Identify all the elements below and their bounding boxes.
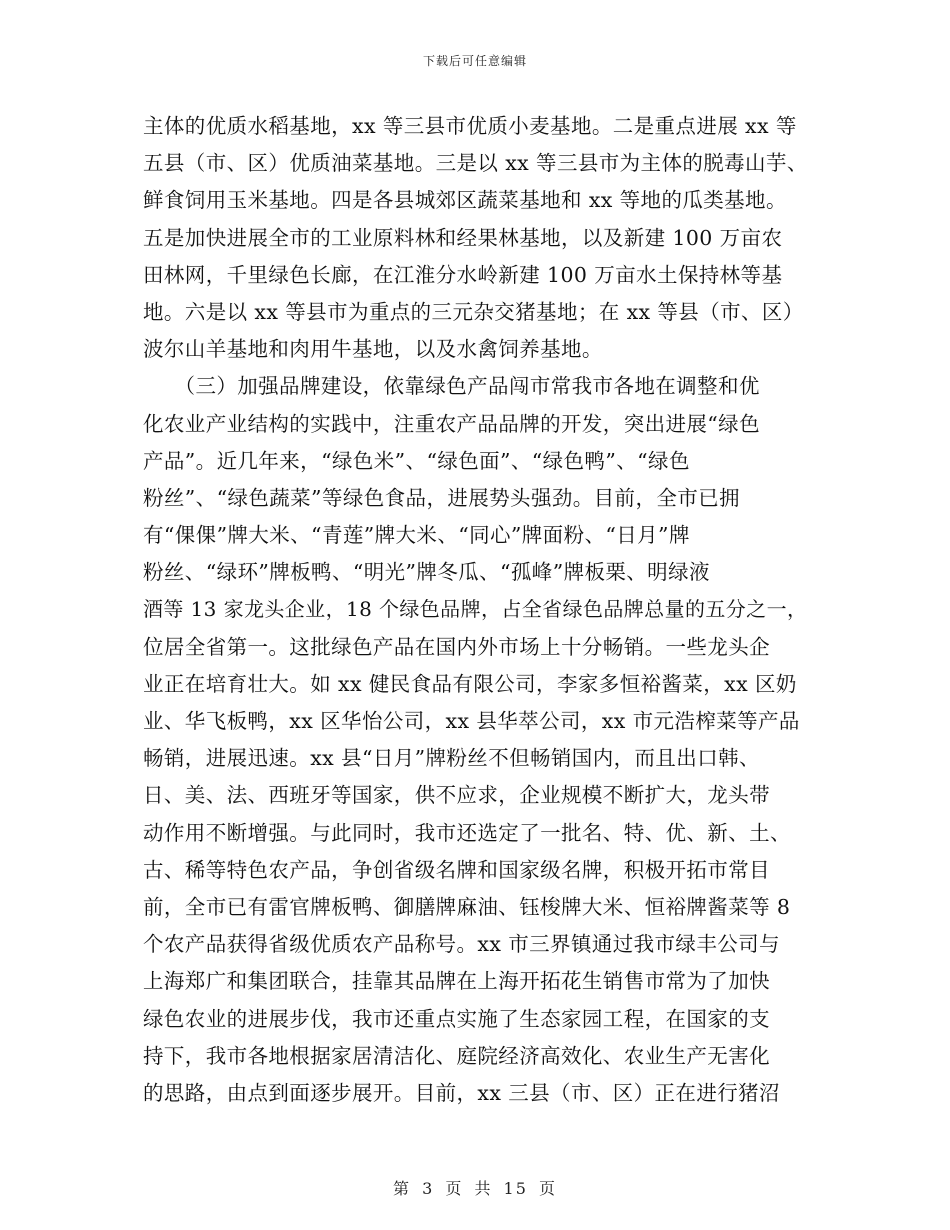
text-line: 酒等 13 家龙头企业，18 个绿色品牌，占全省绿色品牌总量的五分之一， bbox=[143, 597, 808, 622]
text-line: 业、华飞板鸭，xx 区华怡公司，xx 县华萃公司，xx 市元浩榨菜等产品 bbox=[143, 709, 800, 733]
text-line: 位居全省第一。这批绿色产品在国内外市场上十分畅销。一些龙头企 bbox=[143, 634, 770, 659]
text-line: 持下，我市各地根据家居清洁化、庭院经济高效化、农业生产无害化 bbox=[143, 1043, 770, 1068]
text-line: 畅销，进展迅速。xx 县“日月”牌粉丝不但畅销国内，而且出口韩、 bbox=[143, 746, 760, 771]
text-line: 粉丝、“绿环”牌板鸭、“明光”牌冬瓜、“孤峰”牌板栗、明绿液 bbox=[143, 560, 710, 585]
text-line: （三）加强品牌建设，依靠绿色产品闯市常我市各地在调整和优 bbox=[143, 374, 760, 399]
text-line: 动作用不断增强。与此同时，我市还选定了一批名、特、优、新、土、 bbox=[143, 820, 791, 845]
text-line: 波尔山羊基地和肉用牛基地，以及水禽饲养基地。 bbox=[143, 337, 603, 362]
text-line: 化农业产业结构的实践中，注重农产品品牌的开发，突出进展“绿色 bbox=[143, 411, 760, 436]
text-line: 日、美、法、西班牙等国家，供不应求，企业规模不断扩大，龙头带 bbox=[143, 783, 770, 808]
text-line: 田林网，千里绿色长廊，在江淮分水岭新建 100 万亩水土保持林等基 bbox=[143, 262, 783, 287]
text-line: 产品”。近几年来，“绿色米”、“绿色面”、“绿色鸭”、“绿色 bbox=[143, 448, 690, 473]
text-line: 鲜食饲用玉米基地。四是各县城郊区蔬菜基地和 xx 等地的瓜类基地。 bbox=[143, 188, 787, 213]
text-line: 五是加快进展全市的工业原料林和经果林基地，以及新建 100 万亩农 bbox=[143, 225, 783, 250]
text-line: 粉丝”、“绿色蔬菜”等绿色食品，进展势头强劲。目前，全市已拥 bbox=[143, 485, 740, 510]
body-text bbox=[143, 108, 808, 1112]
text-line: 个农产品获得省级优质农产品称号。xx 市三界镇通过我市绿丰公司与 bbox=[143, 932, 780, 957]
text-line: 古、稀等特色农产品，争创省级名牌和国家级名牌，积极开拓市常目 bbox=[143, 857, 770, 882]
text-line: 地。六是以 xx 等县市为重点的三元杂交猪基地；在 xx 等县（市、区） bbox=[143, 299, 804, 324]
text-line: 的思路，由点到面逐步展开。目前，xx 三县（市、区）正在进行猪沼 bbox=[143, 1080, 780, 1105]
text-line: 绿色农业的进展步伐，我市还重点实施了生态家园工程，在国家的支 bbox=[143, 1006, 770, 1031]
text-line: 五县（市、区）优质油菜基地。三是以 xx 等三县市为主体的脱毒山芋、 bbox=[143, 151, 808, 176]
text-line: 前，全市已有雷官牌板鸭、御膳牌麻油、钰梭牌大米、恒裕牌酱菜等 8 bbox=[143, 894, 791, 919]
text-line: 业正在培育壮大。如 xx 健民食品有限公司，李家多恒裕酱菜，xx 区奶 bbox=[143, 671, 797, 696]
text-line: 主体的优质水稻基地，xx 等三县市优质小麦基地。二是重点进展 xx 等 bbox=[143, 114, 797, 138]
page-header: 下载后可任意编辑 bbox=[422, 54, 527, 68]
text-line: 有“倮倮”牌大米、“青莲”牌大米、“同心”牌面粉、“日月”牌 bbox=[143, 523, 690, 548]
text-line: 上海郑广和集团联合，挂靠其品牌在上海开拓花生销售市常为了加快 bbox=[143, 969, 770, 994]
page-number: 第 3 页 共 15 页 bbox=[393, 1179, 557, 1198]
